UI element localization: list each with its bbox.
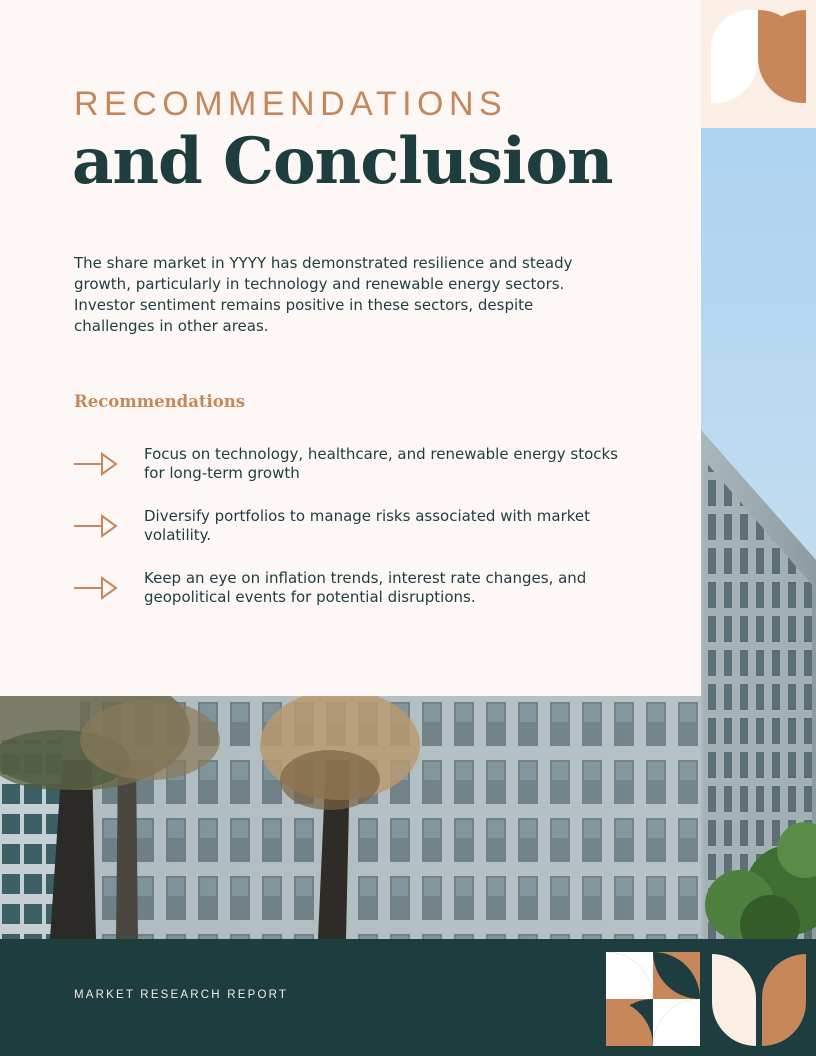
list-item: [74, 445, 634, 507]
page-title: and Conclusion: [72, 124, 613, 199]
corner-decoration-icon: [701, 0, 816, 128]
recommendations-heading: Recommendations: [74, 392, 246, 411]
section-kicker: RECOMMENDATIONS: [74, 85, 508, 123]
intro-paragraph: The share market in YYYY has demonstrated resilience and steady growth, particularly in technology and renewable energy sectors. Investor sentiment remains positive in these sectors, despite challenges in other areas.: [74, 254, 573, 335]
recommendations-list: [74, 445, 634, 631]
arrow-right-icon: [74, 451, 118, 477]
arrow-right-icon: [74, 513, 118, 539]
list-item: [74, 507, 634, 569]
arrow-right-icon: [74, 575, 118, 601]
recommendation-text: Diversify portfolios to manage risks associated with market volatility.: [144, 507, 591, 544]
footer-label: MARKET RESEARCH REPORT: [74, 989, 289, 1001]
recommendation-text: Keep an eye on inflation trends, interest rate changes, and geopolitical events for potential disruptions.: [144, 569, 587, 606]
list-item: [74, 569, 634, 631]
recommendation-text: Focus on technology, healthcare, and renewable energy stocks for long-term growth: [144, 445, 619, 482]
footer-decoration-icon: [606, 952, 806, 1046]
